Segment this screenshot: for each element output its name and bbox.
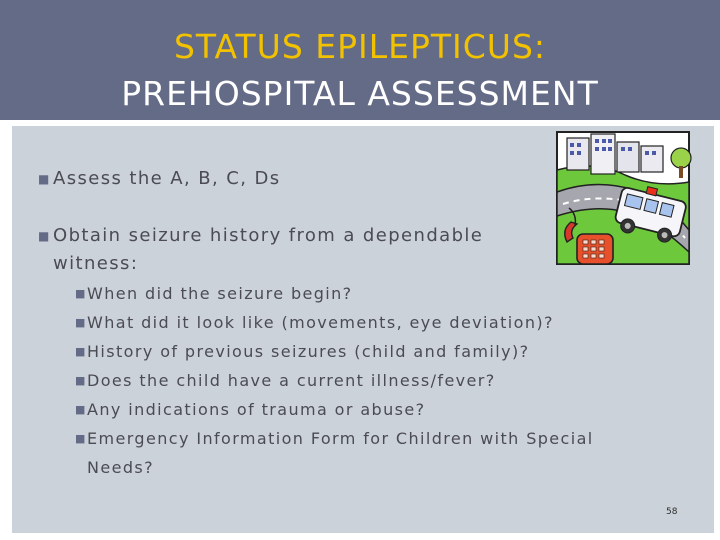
page-number: 58: [666, 507, 678, 517]
slide-title-line-1: STATUS EPILEPTICUS:: [173, 27, 547, 66]
subbullet: [75, 395, 426, 424]
subbullet: [75, 366, 496, 395]
bullet-text: Obtain seizure history from a dependable: [53, 225, 484, 246]
slide-title-line-2: PREHOSPITAL ASSESSMENT: [121, 74, 599, 113]
square-bullet-icon: ■: [75, 374, 87, 387]
square-bullet-icon: ■: [38, 229, 51, 243]
subbullet-text: Any indications of trauma or abuse?: [87, 400, 426, 419]
bullet-obtain-history-cont: [53, 250, 138, 278]
subbullet: [75, 308, 554, 337]
subbullet-text: Needs?: [87, 458, 155, 477]
bullet-text: Assess the A, B, C, Ds: [53, 168, 281, 189]
bullet-text-continuation: witness:: [53, 253, 139, 274]
subbullet-text: Emergency Information Form for Children with Special: [87, 429, 594, 448]
subbullet-text: History of previous seizures (child and family)?: [87, 342, 530, 361]
title-bar: [0, 0, 720, 120]
ambulance-phone-clipart: [555, 130, 697, 272]
subbullet-text: When did the seizure begin?: [87, 284, 353, 303]
square-bullet-icon: ■: [75, 345, 87, 358]
square-bullet-icon: ■: [75, 403, 87, 416]
square-bullet-icon: ■: [75, 287, 87, 300]
subbullet-text: What did it look like (movements, eye deviation)?: [87, 313, 554, 332]
square-bullet-icon: ■: [75, 316, 87, 329]
subbullet-continuation: [87, 453, 154, 482]
subbullet: [75, 279, 353, 308]
subbullet: [75, 424, 594, 453]
subbullet: [75, 337, 529, 366]
square-bullet-icon: ■: [38, 172, 51, 186]
square-bullet-icon: ■: [75, 432, 87, 445]
bullet-assess: [38, 165, 280, 193]
bullet-obtain-history: [38, 222, 483, 250]
subbullet-text: Does the child have a current illness/fever?: [87, 371, 496, 390]
